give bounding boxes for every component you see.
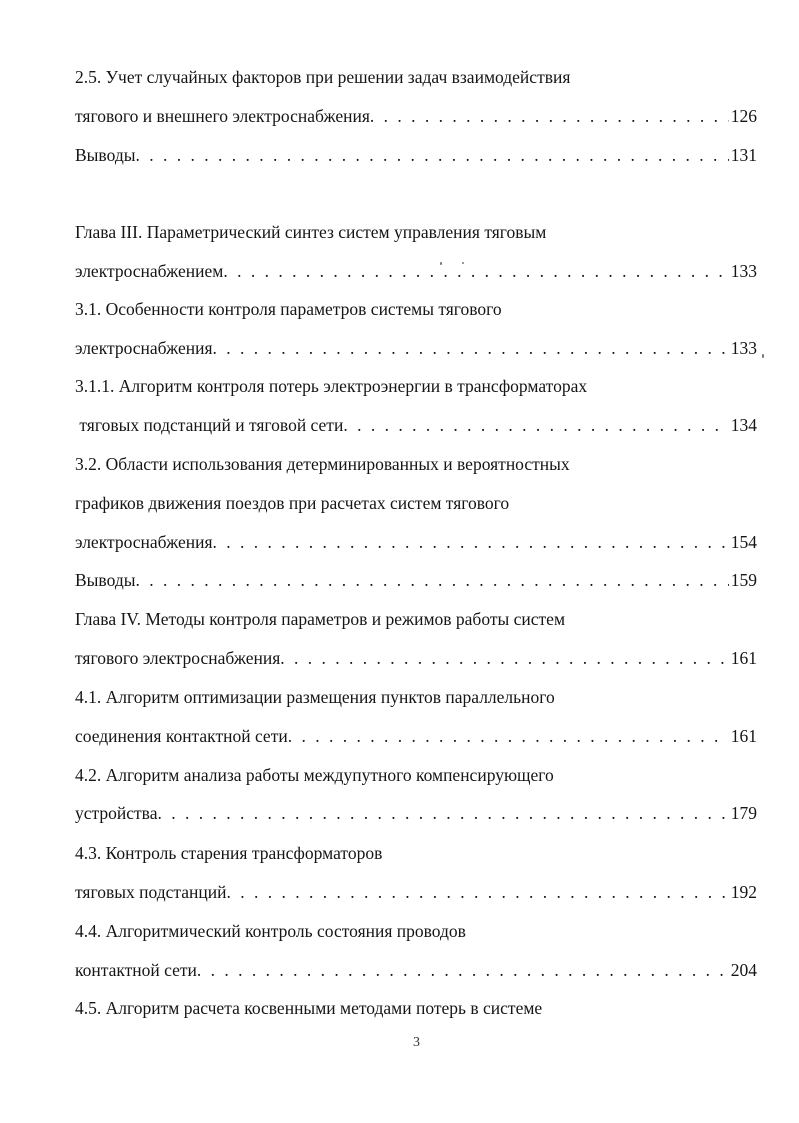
dot-leader [157,801,728,825]
page-number: 3 [413,1035,420,1050]
dot-leader [288,724,729,748]
toc-line: 2.5. Учет случайных факторов при решении задач взаимодействия [75,67,571,87]
toc-entry-4-1 [75,724,757,748]
toc-entry-title: электроснабжения [75,532,213,552]
toc-entry-4-3 [75,880,757,904]
toc-entry-title: соединения контактной сети [75,726,288,746]
toc-page-number: 161 [730,648,757,668]
toc-page-number: 154 [730,532,757,552]
scan-speck [440,262,442,265]
toc-entry-title: Выводы [75,570,136,590]
toc-entry-title: тяговых подстанций [75,882,227,902]
toc-entry-title: тягового электроснабжения [75,648,281,668]
dot-leader [213,336,729,360]
toc-entry-chapter-4 [75,646,757,670]
toc-entry-2-5 [75,104,757,128]
toc-entry-conclusions-3 [75,568,757,592]
toc-entry-title: устройства [75,803,158,823]
toc-line: 4.2. Алгоритм анализа работы междупутного компенсирующего [75,765,554,785]
toc-entry-title: тягового и внешнего электроснабжения [75,106,370,126]
toc-entry-title: контактной сети [75,960,197,980]
toc-entry-4-4 [75,958,757,982]
toc-entry-conclusions-2 [75,143,757,167]
toc-page-number: 133 [730,338,757,358]
scan-speck [762,354,764,358]
dot-leader [135,143,728,167]
toc-line: 3.1. Особенности контроля параметров системы тягового [75,299,502,319]
toc-line: 4.1. Алгоритм оптимизации размещения пунктов параллельного [75,687,555,707]
toc-page-number: 192 [730,882,757,902]
toc-page-number: 133 [730,261,757,281]
toc-line: графиков движения поездов при расчетах систем тягового [75,493,510,513]
toc-page-number: 161 [730,726,757,746]
toc-line: 4.5. Алгоритм расчета косвенными методами потерь в системе [75,998,543,1018]
toc-entry-chapter-3 [75,259,757,283]
toc-page-number: 204 [730,960,757,980]
toc-page-number: 134 [730,415,757,435]
dot-leader [223,259,728,283]
toc-page-number: 159 [730,570,757,590]
toc-line: 4.4. Алгоритмический контроль состояния проводов [75,921,466,941]
toc-page-number: 131 [730,145,757,165]
toc-page-number: 179 [730,803,757,823]
toc-entry-title: Выводы [75,145,136,165]
dot-leader [370,104,729,128]
toc-page-number: 126 [730,106,757,126]
toc-line: 3.2. Области использования детерминированных и вероятностных [75,454,570,474]
toc-line: Глава IV. Методы контроля параметров и режимов работы систем [75,609,566,629]
toc-entry-title: тяговых подстанций и тяговой сети [75,415,344,435]
scan-speck [462,262,464,264]
dot-leader [213,530,729,554]
toc-entry-title: электроснабжения [75,338,213,358]
toc-entry-title: электроснабжением [75,261,224,281]
toc-entry-3-1 [75,336,757,360]
toc-entry-3-1-1 [75,413,757,437]
dot-leader [226,880,728,904]
dot-leader [343,413,728,437]
toc-line: 3.1.1. Алгоритм контроля потерь электроэнергии в трансформаторах [75,376,588,396]
toc-line: 4.3. Контроль старения трансформаторов [75,843,383,863]
toc-entry-4-2 [75,801,757,825]
dot-leader [135,568,728,592]
toc-entry-3-2 [75,530,757,554]
dot-leader [280,646,728,670]
dot-leader [197,958,729,982]
toc-line: Глава III. Параметрический синтез систем управления тяговым [75,222,547,242]
